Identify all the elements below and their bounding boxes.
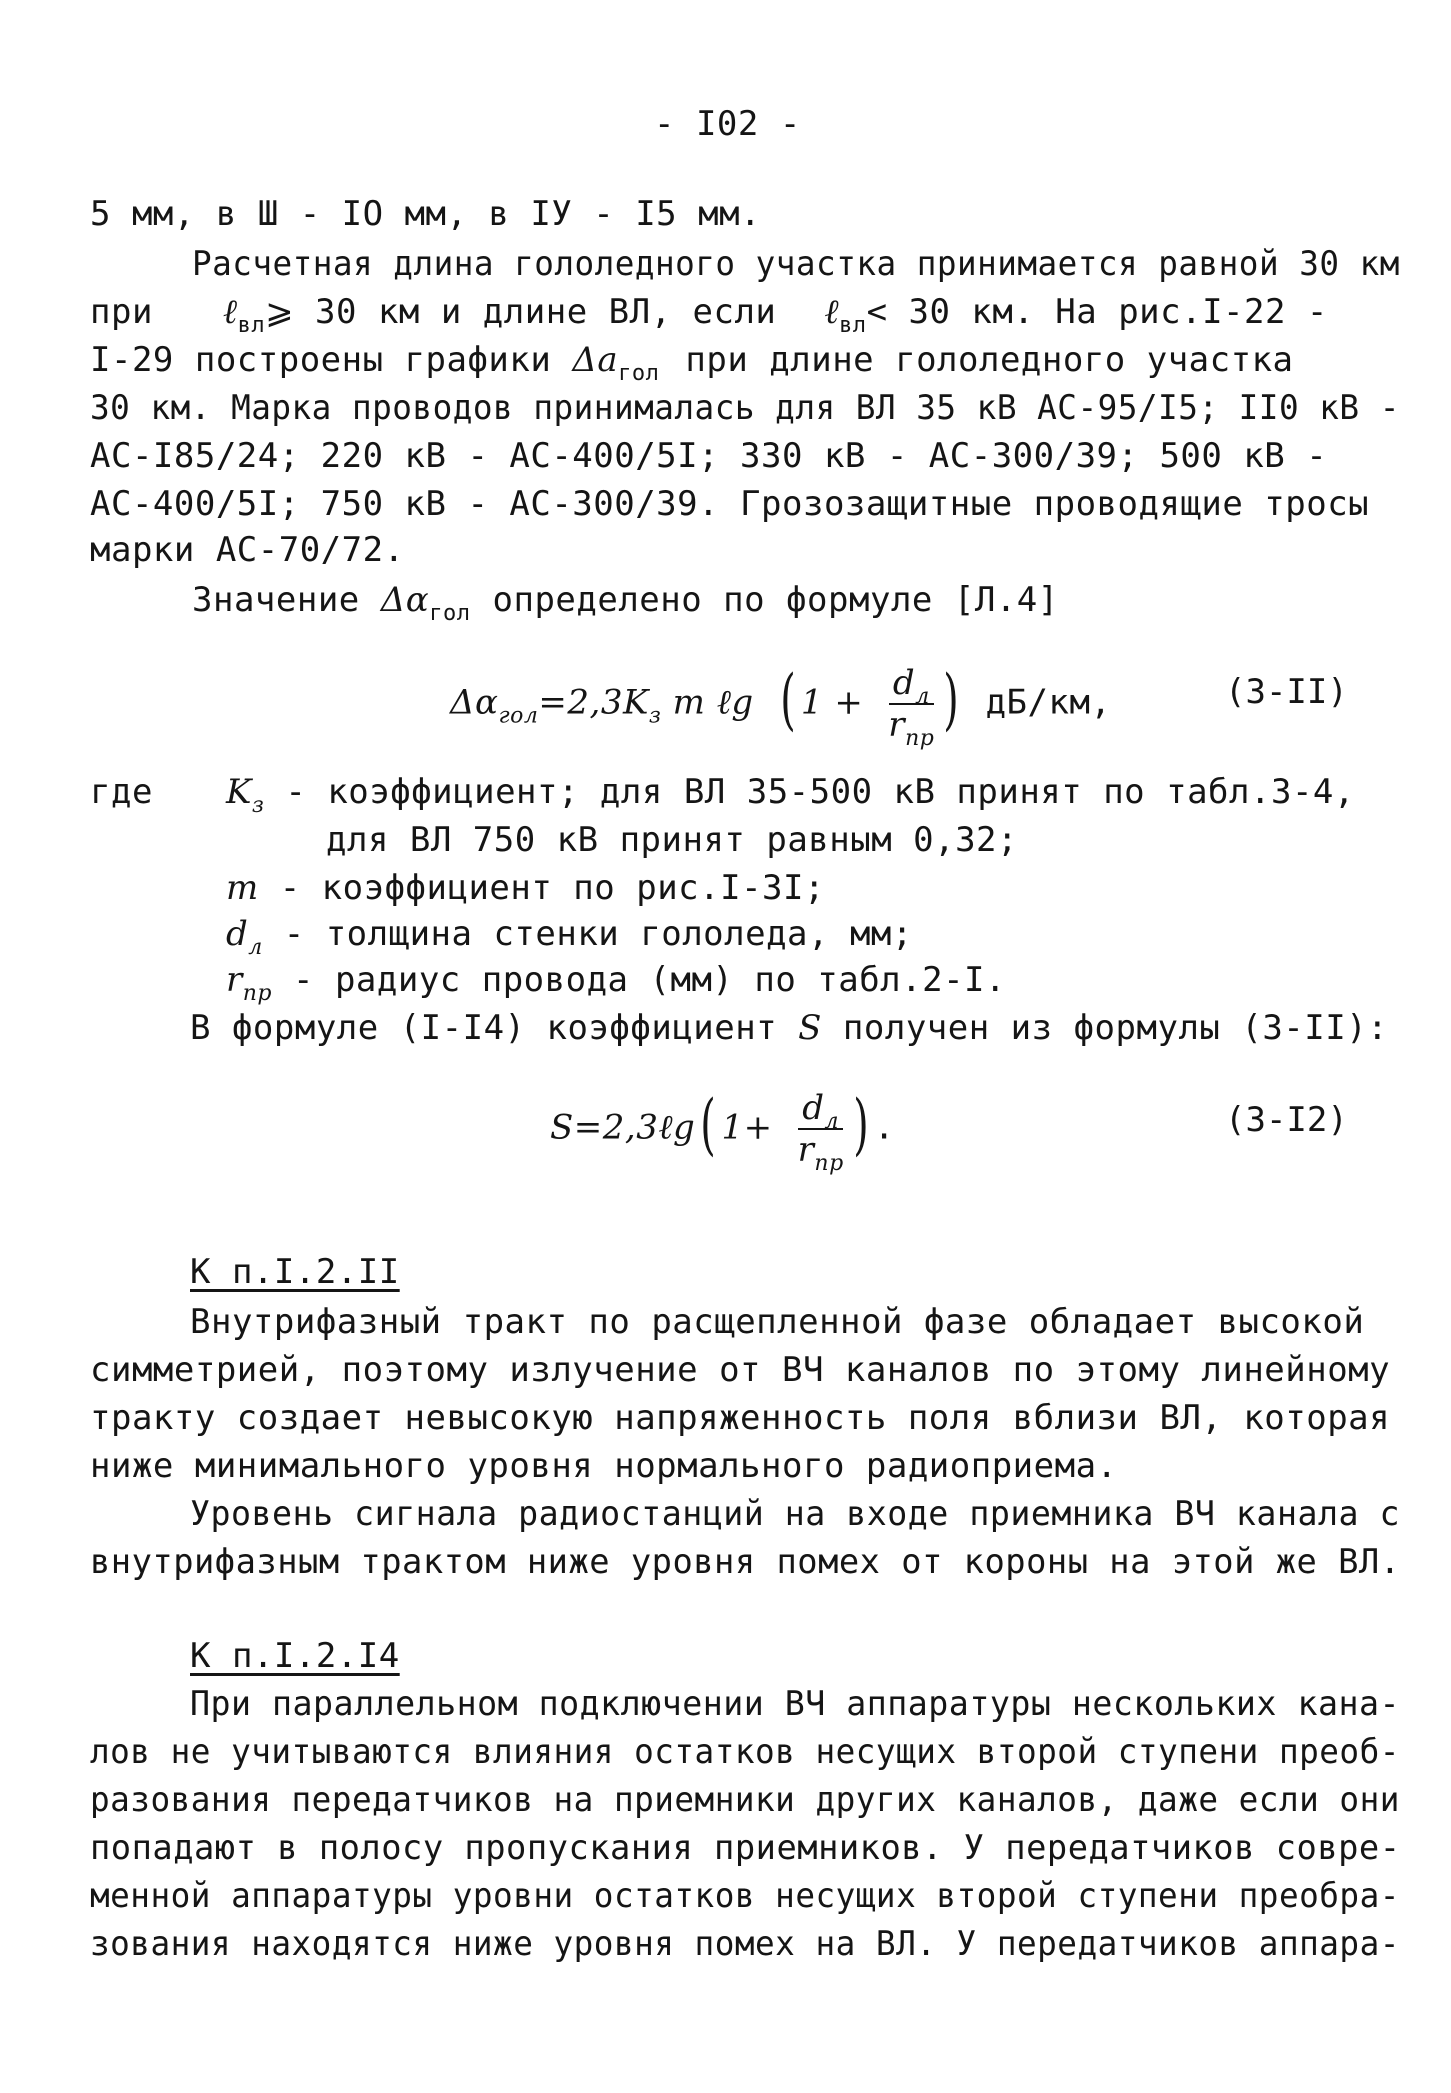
text-line: Внутрифазный тракт по расщепленной фазе обладает высокой xyxy=(190,1302,1365,1342)
formula-3-11: $\Delta\alpha_{гол}=2,3K_з$ m ℓg ( 1 + $\frac{d_л}{r_{пр}}$ ) дБ/км, xyxy=(450,660,1112,751)
text-line: марки АС-70/72. xyxy=(90,530,405,570)
left-paren: ( xyxy=(779,660,796,738)
equation-number: (3-II) xyxy=(1225,672,1348,712)
right-paren: ) xyxy=(943,660,960,738)
section-heading: К п.I.2.I4 xyxy=(190,1636,400,1676)
formula-3-12: S=2,3ℓg( 1+ $\frac{d_л}{r_{пр}}$ ) . xyxy=(550,1085,895,1176)
text-line: Расчетная длина гололедного участка принимается равной 30 км xyxy=(192,244,1400,284)
text-line: I-29 построены графики $\Delta a_{гол}$ при длине гололедного участка xyxy=(90,340,1294,386)
text-line: 5 мм, в Ш - IO мм, в IУ - I5 мм. xyxy=(90,194,762,234)
text-line: Значение $\Delta\alpha_{гол}$ определено по формуле [Л.4] xyxy=(192,580,1059,626)
fraction: $\frac{d_л}{r_{пр}}$ xyxy=(797,1088,844,1176)
text-line: менной аппаратуры уровни остатков несущих второй ступени преобра- xyxy=(90,1876,1400,1916)
text-line: В формуле (I-I4) коэффициент S получен из формулы (3-II): xyxy=(190,1008,1389,1048)
page-number: - I02 - xyxy=(654,104,801,144)
left-paren: ( xyxy=(700,1085,717,1163)
definition-line: m - коэффициент по рис.I-3I; xyxy=(226,868,825,908)
fraction: $\frac{d_л}{r_{пр}}$ xyxy=(888,663,935,751)
text-line: симметрией, поэтому излучение от ВЧ каналов по этому линейному xyxy=(90,1350,1391,1390)
text-line: тракту создает невысокую напряженность поля вблизи ВЛ, которая xyxy=(90,1398,1391,1438)
text-line: зования находятся ниже уровня помех на ВЛ. У передатчиков аппара- xyxy=(90,1924,1400,1964)
text-line: где xyxy=(90,772,153,812)
definition-line: $K_з$ - коэффициент; для ВЛ 35-500 кВ принят по табл.3-4, xyxy=(226,772,1355,818)
right-paren: ) xyxy=(852,1085,869,1163)
text-line: лов не учитываются влияния остатков несущих второй ступени преоб- xyxy=(90,1732,1400,1772)
definition-line: для ВЛ 750 кВ принят равным 0,32; xyxy=(326,820,1019,860)
text-line: при ℓ$_{вл}$⩾ 30 км и длине ВЛ, если ℓ$_{вл}$< 30 км. На рис.I-22 - xyxy=(90,292,1328,338)
section-heading: К п.I.2.II xyxy=(190,1252,400,1292)
text-line: внутрифазным трактом ниже уровня помех от короны на этой же ВЛ. xyxy=(90,1542,1401,1582)
definition-line: $r_{пр}$ - радиус провода (мм) по табл.2-I. xyxy=(226,960,1006,1006)
text-line: Уровень сигнала радиостанций на входе приемника ВЧ канала с xyxy=(190,1494,1400,1534)
text-line: ниже минимального уровня нормального радиоприема. xyxy=(90,1446,1118,1486)
text-line: разования передатчиков на приемники других каналов, даже если они xyxy=(90,1780,1400,1820)
text-line: АС-400/5I; 750 кВ - АС-300/39. Грозозащитные проводящие тросы xyxy=(90,484,1370,524)
text-line: При параллельном подключении ВЧ аппаратуры нескольких кана- xyxy=(190,1684,1400,1724)
text-line: 30 км. Марка проводов принималась для ВЛ 35 кВ АС-95/I5; II0 кВ - xyxy=(90,388,1400,428)
equation-number: (3-I2) xyxy=(1225,1100,1348,1140)
text-line: АС-I85/24; 220 кВ - АС-400/5I; 330 кВ - АС-300/39; 500 кВ - xyxy=(90,436,1328,476)
definition-line: $d_л$ - толщина стенки гололеда, мм; xyxy=(226,914,913,960)
text-line: попадают в полосу пропускания приемников. У передатчиков совре- xyxy=(90,1828,1401,1868)
